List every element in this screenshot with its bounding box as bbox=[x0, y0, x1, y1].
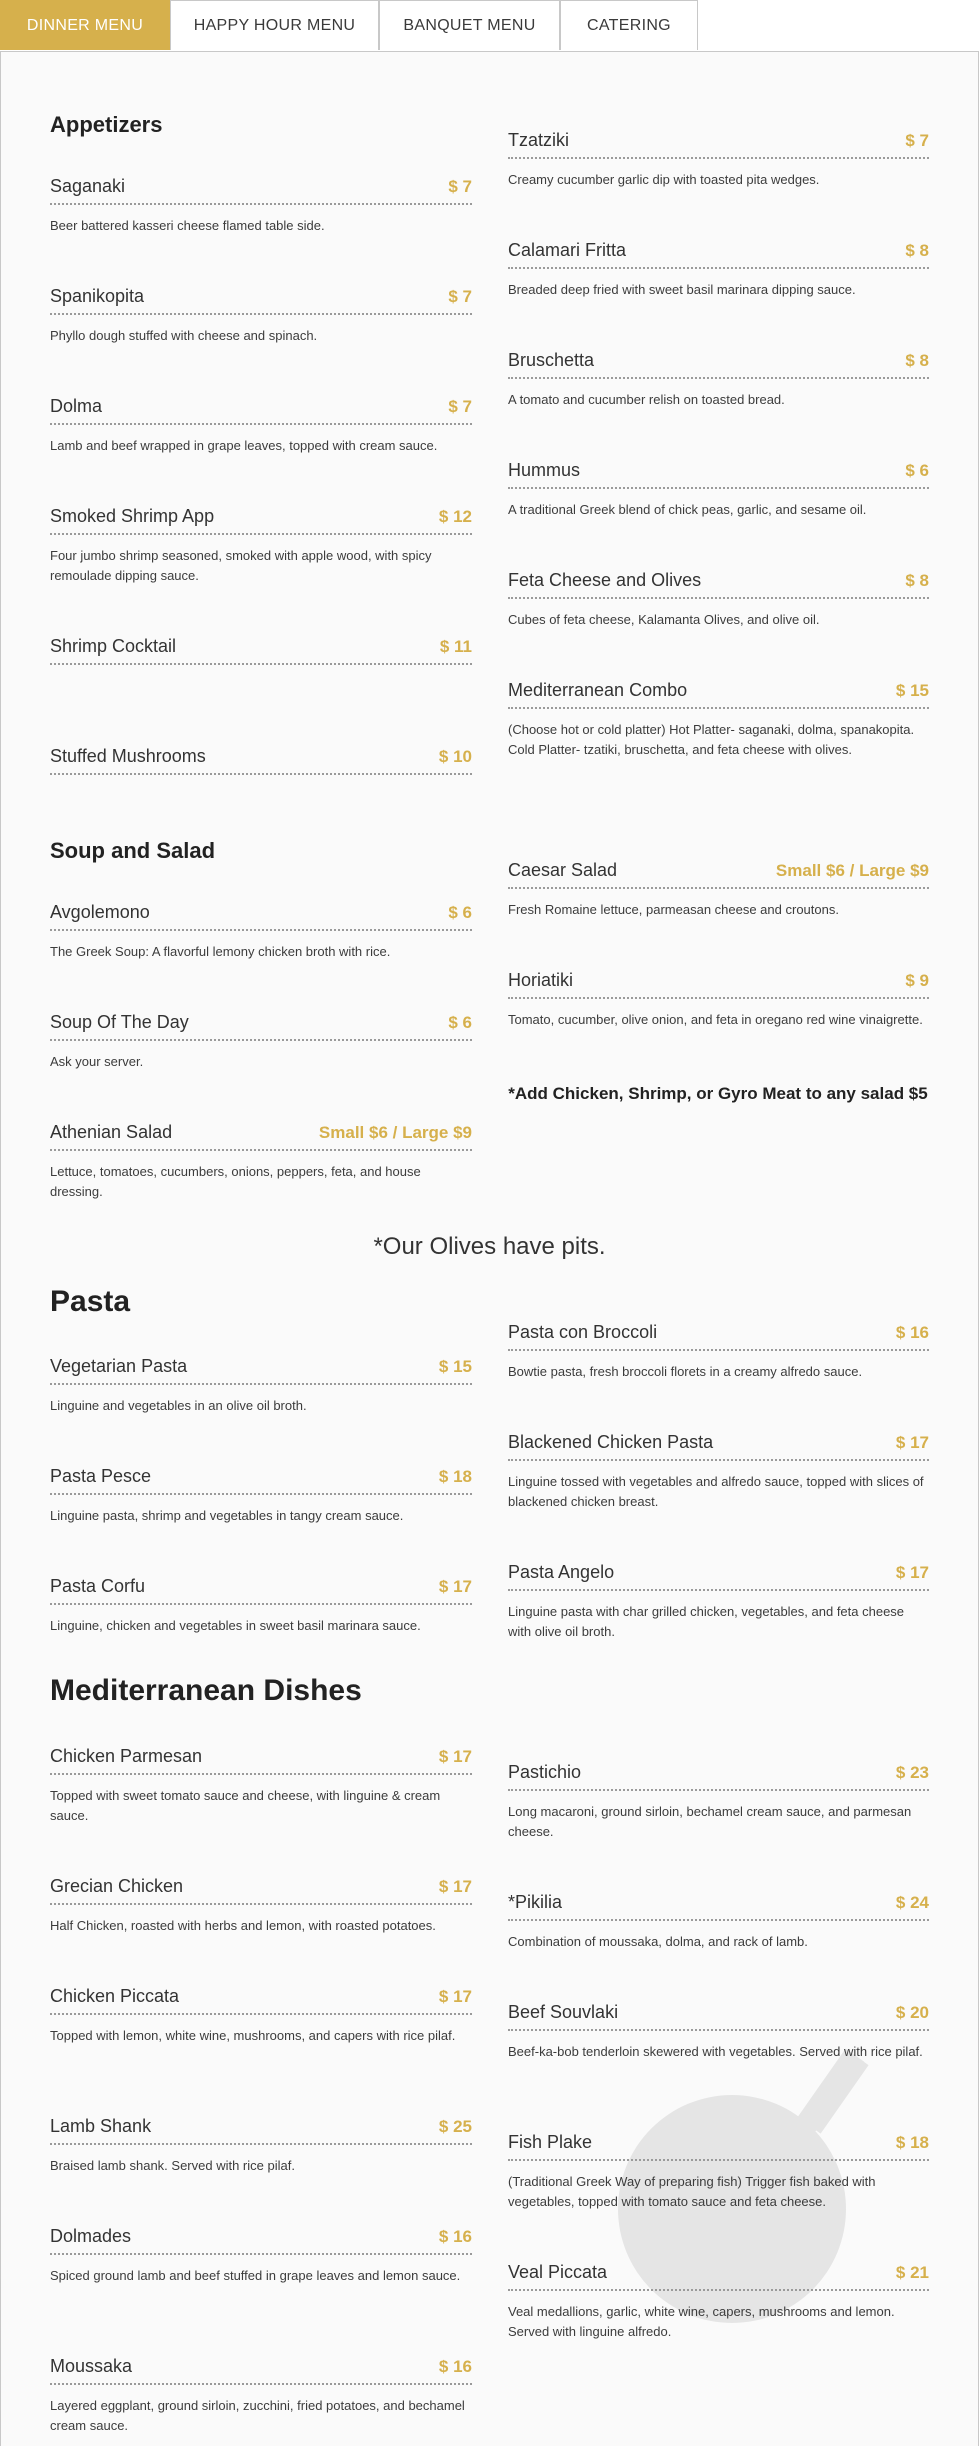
menu-item bbox=[508, 1322, 929, 1382]
item-price: $ 8 bbox=[905, 241, 929, 260]
item-price: $ 8 bbox=[905, 351, 929, 370]
item-price: $ 17 bbox=[895, 1563, 929, 1582]
section-title-mediterranean: Mediterranean Dishes bbox=[50, 1674, 362, 1707]
item-name: Shrimp Cocktail bbox=[50, 636, 177, 656]
item-name: Lamb Shank bbox=[50, 2116, 152, 2136]
item-description: Bowtie pasta, fresh broccoli florets in a creamy alfredo sauce. bbox=[508, 1364, 863, 1379]
tab-happy-hour-menu[interactable]: HAPPY HOUR MENU bbox=[170, 0, 379, 50]
item-description: Beef-ka-bob tenderloin skewered with vegetables. Served with rice pilaf. bbox=[508, 2044, 923, 2059]
section-title-soup-salad: Soup and Salad bbox=[50, 838, 216, 863]
item-description: Breaded deep fried with sweet basil marinara dipping sauce. bbox=[508, 282, 856, 297]
menu-item bbox=[508, 1562, 929, 1642]
item-name: Tzatziki bbox=[508, 130, 570, 150]
item-price: $ 6 bbox=[448, 903, 472, 922]
menu-item bbox=[508, 1892, 929, 1952]
item-price: $ 8 bbox=[905, 571, 929, 590]
menu-item bbox=[50, 636, 472, 665]
item-description: A traditional Greek blend of chick peas, garlic, and sesame oil. bbox=[508, 502, 867, 517]
item-description: Layered eggplant, ground sirloin, zucchini, fried potatoes, and bechamel cream sauce. bbox=[50, 2398, 465, 2433]
menu-item bbox=[50, 746, 472, 775]
item-name: Soup Of The Day bbox=[50, 1012, 189, 1032]
item-description: Ask your server. bbox=[50, 1054, 144, 1069]
item-description: (Choose hot or cold platter) Hot Platter- saganaki, dolma, spanakopita. Cold Platter- tzatiki, bruschetta, and feta cheese with olives. bbox=[508, 722, 915, 757]
item-description: Topped with lemon, white wine, mushrooms, and capers with rice pilaf. bbox=[50, 2028, 456, 2043]
item-name: Saganaki bbox=[50, 176, 126, 196]
item-description: Linguine pasta with char grilled chicken, vegetables, and feta cheese with olive oil broth. bbox=[508, 1604, 905, 1639]
item-price: $ 18 bbox=[895, 2133, 929, 2152]
item-price: $ 25 bbox=[438, 2117, 472, 2136]
menu-tabs bbox=[0, 0, 698, 52]
item-description: Long macaroni, ground sirloin, bechamel cream sauce, and parmesan cheese. bbox=[508, 1804, 912, 1839]
item-price: $ 7 bbox=[448, 397, 472, 416]
menu-item bbox=[50, 1986, 472, 2046]
item-price: $ 16 bbox=[438, 2227, 472, 2246]
item-description: Half Chicken, roasted with herbs and lemon, with roasted potatoes. bbox=[50, 1918, 436, 1933]
item-name: Avgolemono bbox=[50, 902, 150, 922]
item-price: $ 16 bbox=[895, 1323, 929, 1342]
item-price: $ 11 bbox=[439, 637, 472, 656]
menu-item bbox=[508, 1762, 929, 1842]
tab-catering[interactable]: CATERING bbox=[560, 0, 698, 50]
item-price: $ 21 bbox=[895, 2263, 929, 2282]
item-description: Braised lamb shank. Served with rice pilaf. bbox=[50, 2158, 295, 2173]
item-name: Feta Cheese and Olives bbox=[508, 570, 702, 590]
olives-note: *Our Olives have pits. bbox=[373, 1233, 606, 1260]
menu-item bbox=[50, 2356, 472, 2436]
item-description: Topped with sweet tomato sauce and cheese, with linguine & cream sauce. bbox=[50, 1788, 441, 1823]
item-price: $ 17 bbox=[895, 1433, 929, 1452]
item-description: Tomato, cucumber, olive onion, and feta in oregano red wine vinaigrette. bbox=[508, 1012, 923, 1027]
item-price: $ 24 bbox=[895, 1893, 929, 1912]
item-name: Pastichio bbox=[508, 1762, 582, 1782]
menu-item bbox=[508, 570, 929, 630]
item-name: Pasta Corfu bbox=[50, 1576, 146, 1596]
item-name: Veal Piccata bbox=[508, 2262, 608, 2282]
menu-item bbox=[508, 970, 929, 1030]
tab-banquet-menu[interactable]: BANQUET MENU bbox=[379, 0, 560, 50]
item-price: $ 23 bbox=[895, 1763, 929, 1782]
item-name: Calamari Fritta bbox=[508, 240, 627, 260]
item-name: Fish Plake bbox=[508, 2132, 593, 2152]
menu-item bbox=[508, 2262, 929, 2342]
item-name: Smoked Shrimp App bbox=[50, 506, 215, 526]
item-price: $ 6 bbox=[448, 1013, 472, 1032]
menu-item bbox=[508, 350, 929, 410]
item-name: Pasta Pesce bbox=[50, 1466, 152, 1486]
menu-item bbox=[50, 1356, 472, 1416]
item-description: Cubes of feta cheese, Kalamanta Olives, and olive oil. bbox=[508, 612, 820, 627]
section-title-appetizers: Appetizers bbox=[50, 112, 163, 137]
item-description: Spiced ground lamb and beef stuffed in grape leaves and lemon sauce. bbox=[50, 2268, 461, 2283]
menu-item bbox=[50, 176, 472, 236]
menu-item bbox=[508, 2132, 929, 2212]
menu-item bbox=[50, 396, 472, 456]
item-price: $ 17 bbox=[438, 1877, 472, 1896]
item-price: $ 7 bbox=[448, 177, 472, 196]
item-description: (Traditional Greek Way of preparing fish) Trigger fish baked with vegetables, topped with tomato sauce and feta cheese. bbox=[508, 2174, 876, 2209]
item-description: Beer battered kasseri cheese flamed table side. bbox=[50, 218, 325, 233]
item-name: Caesar Salad bbox=[508, 860, 618, 880]
item-name: Pasta Angelo bbox=[508, 1562, 615, 1582]
section-title-pasta: Pasta bbox=[50, 1285, 131, 1318]
salad-add-note: *Add Chicken, Shrimp, or Gyro Meat to any salad $5 bbox=[508, 1084, 928, 1103]
item-price: $ 16 bbox=[438, 2357, 472, 2376]
menu-item bbox=[50, 902, 472, 962]
item-name: Bruschetta bbox=[508, 350, 595, 370]
item-name: Dolma bbox=[50, 396, 103, 416]
item-name: Moussaka bbox=[50, 2356, 133, 2376]
item-description: Lamb and beef wrapped in grape leaves, topped with cream sauce. bbox=[50, 438, 438, 453]
item-price: $ 10 bbox=[438, 747, 472, 766]
menu-item bbox=[508, 460, 929, 520]
menu-item bbox=[50, 286, 472, 346]
item-description: Veal medallions, garlic, white wine, capers, mushrooms and lemon. Served with linguine alfredo. bbox=[508, 2304, 895, 2339]
item-price: $ 17 bbox=[438, 1577, 472, 1596]
menu-item bbox=[50, 1746, 472, 1826]
item-description: Four jumbo shrimp seasoned, smoked with apple wood, with spicy remoulade dipping sauce. bbox=[50, 548, 432, 583]
item-name: *Pikilia bbox=[508, 1892, 563, 1912]
item-name: Athenian Salad bbox=[50, 1122, 173, 1142]
menu-item bbox=[50, 1012, 472, 1072]
item-name: Horiatiki bbox=[508, 970, 574, 990]
menu-item bbox=[508, 680, 929, 760]
item-price: $ 17 bbox=[438, 1747, 472, 1766]
item-price: $ 20 bbox=[895, 2003, 929, 2022]
item-name: Vegetarian Pasta bbox=[50, 1356, 188, 1376]
item-description: Linguine, chicken and vegetables in sweet basil marinara sauce. bbox=[50, 1618, 421, 1633]
item-description: Linguine and vegetables in an olive oil broth. bbox=[50, 1398, 307, 1413]
item-price: $ 7 bbox=[448, 287, 472, 306]
item-description: The Greek Soup: A flavorful lemony chicken broth with rice. bbox=[50, 944, 391, 959]
menu-item bbox=[50, 506, 472, 586]
item-name: Mediterranean Combo bbox=[508, 680, 688, 700]
item-description: Fresh Romaine lettuce, parmeasan cheese and croutons. bbox=[508, 902, 839, 917]
item-price: $ 6 bbox=[905, 461, 929, 480]
tab-dinner-menu[interactable]: DINNER MENU bbox=[0, 0, 170, 50]
item-name: Stuffed Mushrooms bbox=[50, 746, 206, 766]
item-price: $ 17 bbox=[438, 1987, 472, 2006]
menu-item bbox=[50, 1576, 472, 1636]
item-price: Small $6 / Large $9 bbox=[318, 1123, 472, 1142]
menu-item bbox=[508, 130, 929, 190]
item-name: Chicken Parmesan bbox=[50, 1746, 203, 1766]
item-description: Creamy cucumber garlic dip with toasted pita wedges. bbox=[508, 172, 820, 187]
item-description: Linguine tossed with vegetables and alfredo sauce, topped with slices of blackened chicken breast. bbox=[508, 1474, 924, 1509]
menu-item bbox=[50, 2116, 472, 2176]
item-price: $ 15 bbox=[895, 681, 929, 700]
item-price: $ 7 bbox=[905, 131, 929, 150]
menu-item bbox=[50, 1122, 472, 1202]
item-price: Small $6 / Large $9 bbox=[775, 861, 929, 880]
item-price: $ 18 bbox=[438, 1467, 472, 1486]
item-name: Dolmades bbox=[50, 2226, 132, 2246]
item-name: Spanikopita bbox=[50, 286, 145, 306]
menu-item bbox=[508, 860, 929, 920]
item-price: $ 15 bbox=[438, 1357, 472, 1376]
item-description: Combination of moussaka, dolma, and rack of lamb. bbox=[508, 1934, 808, 1949]
item-name: Chicken Piccata bbox=[50, 1986, 180, 2006]
item-price: $ 9 bbox=[905, 971, 929, 990]
item-name: Hummus bbox=[508, 460, 581, 480]
item-name: Grecian Chicken bbox=[50, 1876, 184, 1896]
menu-item bbox=[50, 2226, 472, 2286]
menu-item bbox=[508, 1432, 929, 1512]
item-name: Pasta con Broccoli bbox=[508, 1322, 658, 1342]
item-price: $ 12 bbox=[438, 507, 472, 526]
item-description: A tomato and cucumber relish on toasted bread. bbox=[508, 392, 785, 407]
item-name: Beef Souvlaki bbox=[508, 2002, 619, 2022]
item-description: Lettuce, tomatoes, cucumbers, onions, peppers, feta, and house dressing. bbox=[50, 1164, 421, 1199]
item-description: Phyllo dough stuffed with cheese and spinach. bbox=[50, 328, 318, 343]
menu-item bbox=[50, 1466, 472, 1526]
menu-item bbox=[50, 1876, 472, 1936]
menu-item bbox=[508, 240, 929, 300]
item-description: Linguine pasta, shrimp and vegetables in tangy cream sauce. bbox=[50, 1508, 404, 1523]
menu-item bbox=[508, 2002, 929, 2062]
item-name: Blackened Chicken Pasta bbox=[508, 1432, 714, 1452]
